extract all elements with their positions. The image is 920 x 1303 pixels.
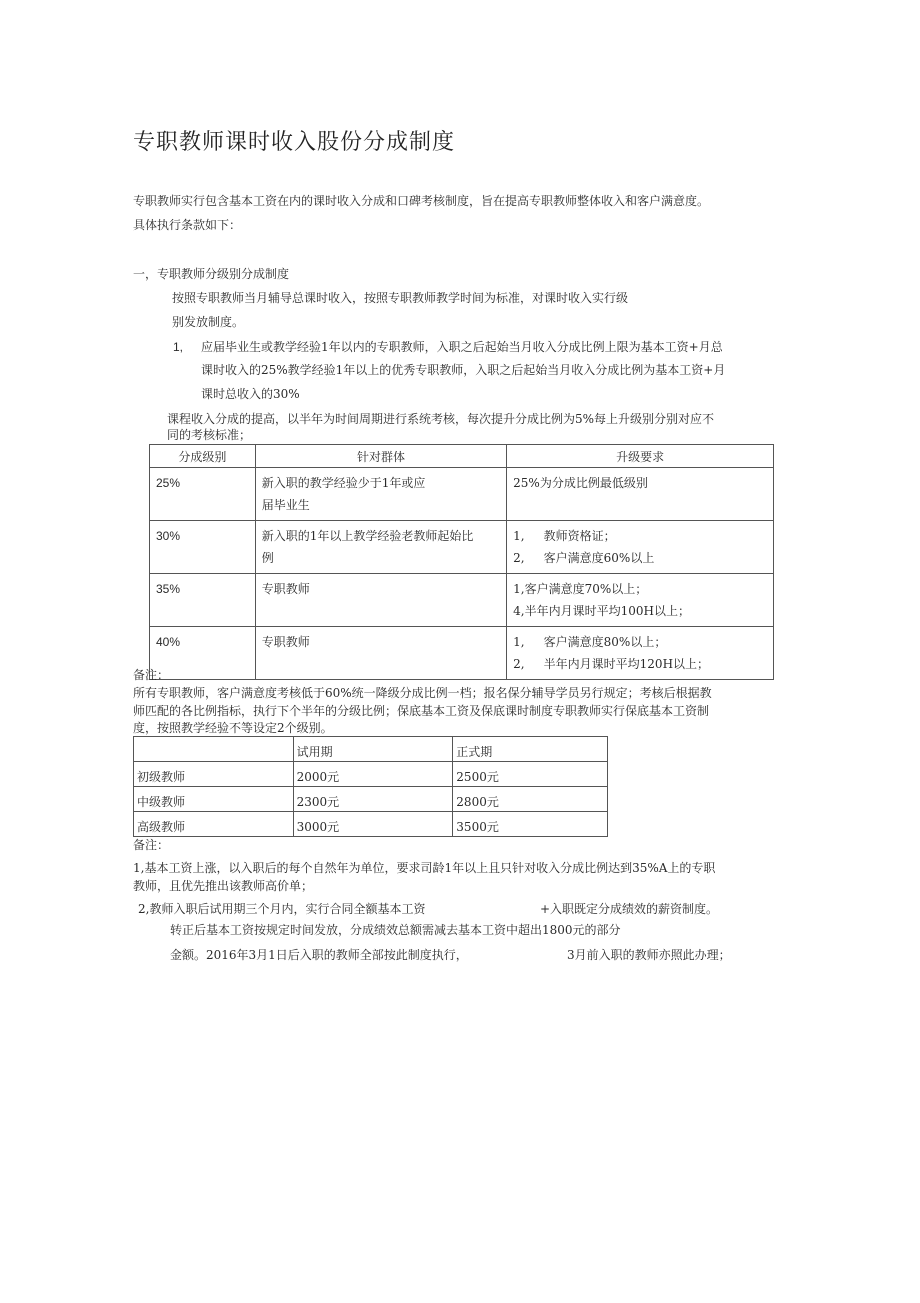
note-1-line-2: 师匹配的各比例指标，执行下个半年的分级比例；保底基本工资及保底课时制度专职教师实行保底基本工资制 (133, 704, 710, 718)
level-cell: 40% (156, 635, 181, 649)
header-probation: 试用期 (293, 737, 453, 762)
note-2-item-2-line-2: 转正后基本工资按规定时间发放，分成绩效总额需减去基本工资中超出1800元的部分 (170, 923, 621, 937)
level-cell: 25% (156, 476, 181, 490)
intro-line-2: 具体执行条款如下： (133, 218, 242, 232)
note-2-item-2-line-3b: 3月前入职的教师亦照此办理； (567, 948, 731, 962)
table-header-row (150, 445, 774, 468)
requirement-line-1: 25%为分成比例最低级别 (513, 476, 648, 490)
requirement-line-2: 2, 半年内月课时平均120H以上； (513, 657, 710, 671)
section-1-para-1-line-1: 按照专职教师当月辅导总课时收入，按照专职教师教学时间为标准，对课时收入实行级 (172, 291, 629, 305)
level-cell: 30% (156, 529, 181, 543)
header-formal: 正式期 (453, 737, 608, 762)
table-row (150, 468, 774, 521)
group-line-1: 专职教师 (261, 582, 310, 596)
formal-salary: 2800元 (453, 787, 608, 812)
note-2-item-2-line-3a: 金额。2016年3月1日后入职的教师全部按此制度执行， (170, 948, 468, 962)
group-line-1: 新入职的1年以上教学经验老教师起始比 (261, 529, 474, 543)
table-row (134, 762, 608, 787)
level-cell: 35% (156, 582, 181, 596)
header-level: 分成级别 (150, 445, 256, 468)
group-line-1: 专职教师 (261, 635, 310, 649)
note-2-item-2-line-1a: 2,教师入职后试用期三个月内，实行合同全额基本工资 (138, 902, 426, 916)
note-2-label: 备注： (133, 838, 170, 852)
header-empty (134, 737, 294, 762)
section-1-para-2-line-1: 课程收入分成的提高，以半年为时间周期进行系统考核，每次提升分成比例为5%每上升级别分别对应不 (167, 412, 715, 426)
item-1-line-2: 课时收入的25%教学经验1年以上的优秀专职教师，入职之后起始当月收入分成比例为基本工资+月 (201, 363, 726, 377)
formal-salary: 2500元 (453, 762, 608, 787)
teacher-level: 高级教师 (134, 812, 294, 837)
requirement-line-1: 1, 客户满意度80%以上； (513, 635, 667, 649)
page-title: 专职教师课时收入股份分成制度 (133, 130, 456, 155)
note-2-item-2-line-1b: +入职既定分成绩效的薪资制度。 (540, 902, 719, 916)
note-2-item-1-line-1: 1,基本工资上涨，以入职后的每个自然年为单位，要求司龄1年以上且只针对收入分成比例达到35%A上的专职 (133, 861, 716, 875)
item-1-line-3: 课时总收入的30% (201, 387, 300, 401)
intro-line-1: 专职教师实行包含基本工资在内的课时收入分成和口碑考核制度，旨在提高专职教师整体收入和客户满意度。 (133, 194, 710, 208)
header-group: 针对群体 (255, 445, 506, 468)
note-2-item-1-line-2: 教师，且优先推出该教师高价单； (133, 879, 314, 893)
probation-salary: 3000元 (293, 812, 453, 837)
group-line-2: 届毕业生 (261, 498, 310, 512)
sharing-level-table (149, 444, 774, 680)
teacher-level: 初级教师 (134, 762, 294, 787)
base-salary-table (133, 736, 608, 837)
note-1-line-3: 度，按照教学经验不等设定2个级别。 (133, 721, 333, 735)
requirement-line-1: 1,客户满意度70%以上； (513, 582, 648, 596)
section-1-para-1-line-2: 别发放制度。 (172, 315, 245, 329)
table-row (150, 521, 774, 574)
note-1-line-1: 所有专职教师，客户满意度考核低于60%统一降级分成比例一档；报名保分辅导学员另行规定；考核后根据教 (133, 686, 712, 700)
probation-salary: 2000元 (293, 762, 453, 787)
probation-salary: 2300元 (293, 787, 453, 812)
note-1-label: 备注： (133, 668, 170, 682)
requirement-line-1: 1, 教师资格证； (513, 529, 616, 543)
section-1-para-2-line-2: 同的考核标准； (167, 428, 252, 442)
table-row (134, 812, 608, 837)
table-header-row (134, 737, 608, 762)
requirement-line-2: 2, 客户满意度60%以上 (513, 551, 655, 565)
header-requirement: 升级要求 (507, 445, 774, 468)
formal-salary: 3500元 (453, 812, 608, 837)
teacher-level: 中级教师 (134, 787, 294, 812)
item-1-number: 1, (173, 340, 184, 354)
requirement-line-2: 4,半年内月课时平均100H以上； (513, 604, 690, 618)
section-1-heading: 一，专职教师分级别分成制度 (133, 267, 290, 281)
group-line-2: 例 (261, 551, 274, 565)
table-row (134, 787, 608, 812)
table-row (150, 574, 774, 627)
group-line-1: 新入职的教学经验少于1年或应 (261, 476, 426, 490)
item-1-line-1: 应届毕业生或教学经验1年以内的专职教师，入职之后起始当月收入分成比例上限为基本工资+月总 (201, 340, 723, 354)
table-row (150, 627, 774, 680)
